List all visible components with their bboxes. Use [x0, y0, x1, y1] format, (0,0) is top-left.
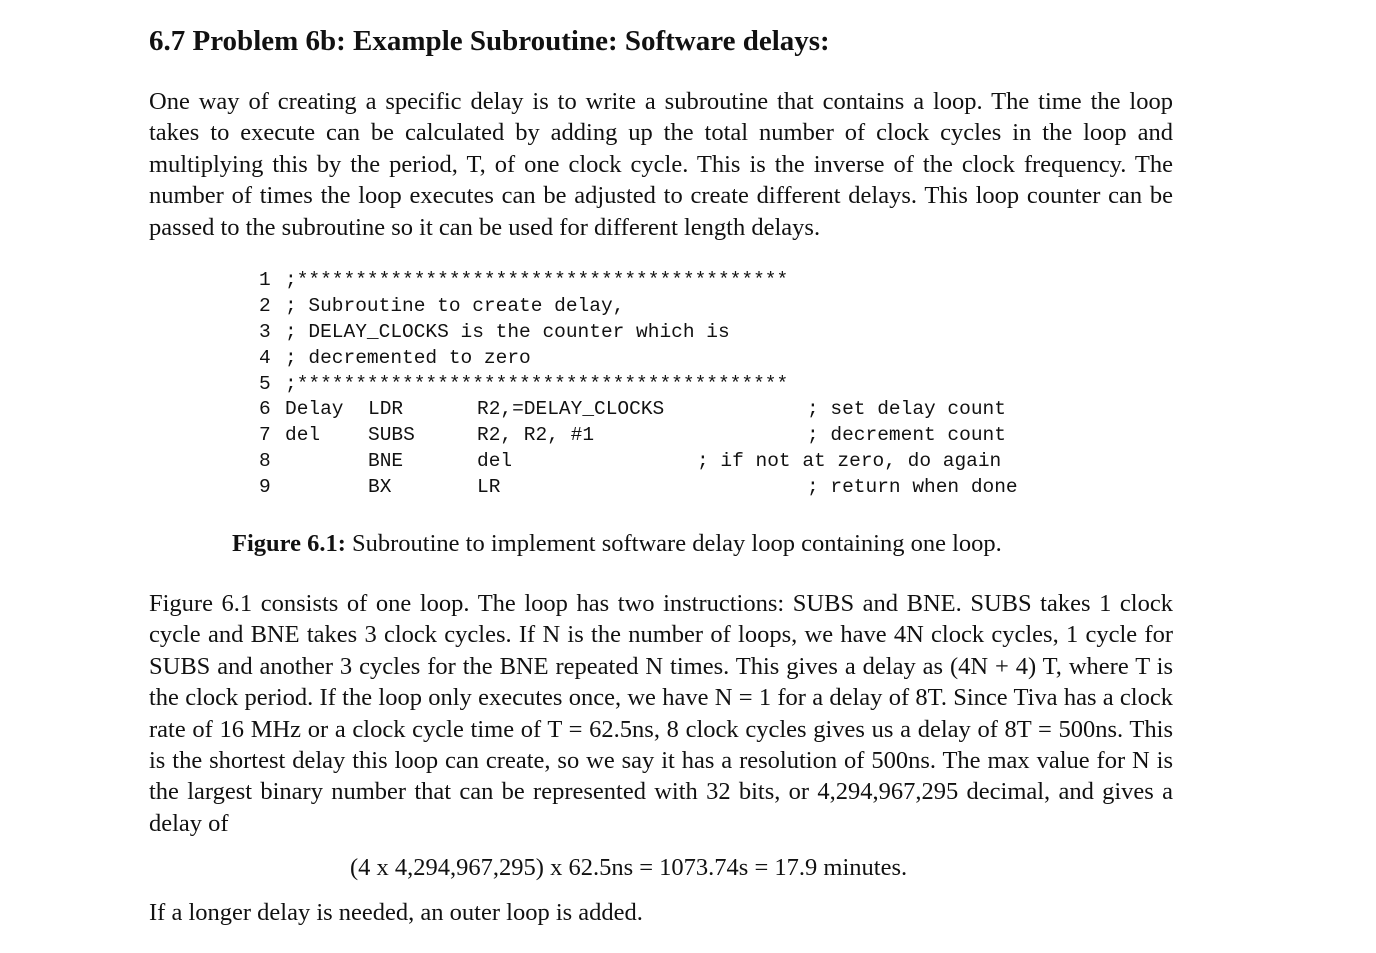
- code-line-8: [259, 449, 1002, 475]
- code-line-6: [259, 397, 1006, 423]
- code-operands: del: [477, 450, 513, 473]
- code-line-7: [259, 423, 1006, 449]
- code-comment: ;******************************************: [285, 269, 789, 291]
- intro-paragraph: One way of creating a specific delay is to write a subroutine that contains a loop. The time the loop takes to execute can be calculated by adding up the total number of clock cycles in the loop and multiplying this by the period, T, of one clock cycle. This is the inverse of the clock frequency. The number of times the loop executes can be adjusted to create different delays. This loop counter can be passed to the subroutine so it can be used for different length delays.: [149, 88, 1173, 241]
- code-opcode: BX: [368, 476, 392, 499]
- code-comment: ; decrement count: [807, 424, 1006, 447]
- code-operands: R2, R2, #1: [477, 424, 595, 447]
- code-comment: ;******************************************: [285, 372, 789, 395]
- code-operands: R2,=DELAY_CLOCKS: [477, 398, 665, 421]
- line-number: 4: [259, 346, 271, 369]
- line-number: 9: [259, 476, 271, 499]
- code-comment: ; DELAY_CLOCKS is the counter which is: [285, 320, 730, 343]
- code-line-5: [259, 372, 789, 398]
- line-number: 2: [259, 294, 271, 317]
- code-label: del: [285, 424, 321, 447]
- delay-equation: (4 x 4,294,967,295) x 62.5ns = 1073.74s = 17.9 minutes.: [350, 854, 908, 881]
- code-label: Delay: [285, 398, 344, 421]
- code-opcode: BNE: [368, 450, 404, 473]
- code-line-1: [259, 268, 789, 294]
- code-comment: ; set delay count: [807, 398, 1006, 421]
- line-number: 8: [259, 450, 271, 473]
- body-paragraph: Figure 6.1 consists of one loop. The loop has two instructions: SUBS and BNE. SUBS takes 1 clock cycle and BNE takes 3 clock cycles. If N is the number of loops, we have 4N clock cycles, 1 cycle for SUBS and another 3 cycles for the BNE repeated N times. This gives a delay as (4N + 4) T, where T is the clock period. If the loop only executes once, we have N = 1 for a delay of 8T. Since Tiva has a clock rate of 16 MHz or a clock cycle time of T = 62.5ns, 8 clock cycles gives us a delay of 8T = 500ns. This is the shortest delay this loop can create, so we say it has a resolution of 500ns. The max value for N is the largest binary number that can be represented with 32 bits, or 4,294,967,295 decimal, and gives a delay of: [149, 590, 1173, 837]
- closing-paragraph: If a longer delay is needed, an outer loop is added.: [149, 899, 643, 926]
- code-comment: ; return when done: [807, 476, 1018, 499]
- code-comment: ; Subroutine to create delay,: [285, 294, 625, 317]
- figure-caption: [232, 528, 1002, 560]
- line-number: 5: [259, 372, 271, 395]
- figure-caption-text: Subroutine to implement software delay loop containing one loop.: [345, 530, 1002, 557]
- code-opcode: SUBS: [368, 424, 415, 447]
- code-operands: LR: [477, 476, 501, 499]
- code-line-4: [259, 346, 531, 372]
- code-line-2: [259, 294, 625, 320]
- code-comment: ; decremented to zero: [285, 346, 531, 369]
- figure-caption-label: Figure 6.1:: [232, 530, 346, 557]
- code-opcode: LDR: [368, 398, 404, 421]
- code-listing: [259, 268, 1018, 501]
- code-comment: ; if not at zero, do again: [697, 450, 1002, 473]
- code-line-9: [259, 475, 1018, 501]
- line-number: 3: [259, 320, 271, 343]
- line-number: 7: [259, 424, 271, 447]
- code-line-3: [259, 320, 730, 346]
- section-heading: 6.7 Problem 6b: Example Subroutine: Software delays:: [149, 25, 830, 57]
- line-number: 1: [259, 269, 271, 291]
- line-number: 6: [259, 398, 271, 421]
